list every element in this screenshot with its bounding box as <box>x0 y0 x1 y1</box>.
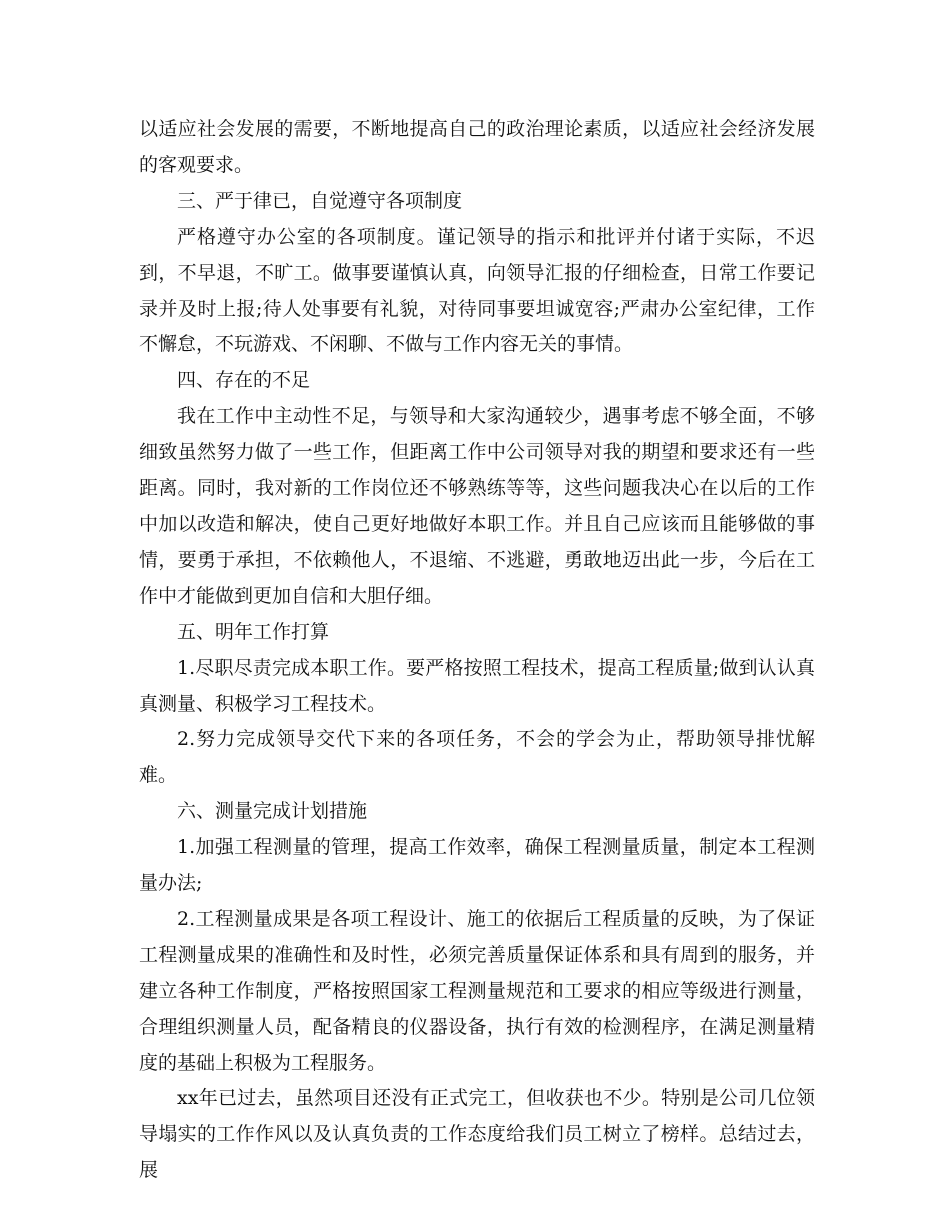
list-item-measure-1: 1.加强工程测量的管理，提高工作效率，确保工程测量质量，制定本工程测量办法; <box>139 836 815 895</box>
paragraph-summary: xx年已过去，虽然项目还没有正式完工，但收获也不少。特别是公司几位领导塌实的工作作风以及认真负责的工作态度给我们员工树立了榜样。总结过去，展 <box>139 1087 815 1182</box>
list-item-plan-2: 2.努力完成领导交代下来的各项任务，不会的学会为止，帮助领导排忧解难。 <box>139 728 815 787</box>
paragraph-shortcomings: 我在工作中主动性不足，与领导和大家沟通较少，遇事考虑不够全面，不够细致虽然努力做了一些工作，但距离工作中公司领导对我的期望和要求还有一些距离。同时，我对新的工作岗位还不够熟练等等，这些问题我决心在以后的工作中加以改造和解决，使自己更好地做好本职工作。并且自己应该而且能够做的事情，要勇于承担，不依赖他人，不退缩、不逃避，勇敢地迈出此一步，今后在工作中才能做到更加自信和大胆仔细。 <box>139 405 815 607</box>
list-item-measure-2: 2.工程测量成果是各项工程设计、施工的依据后工程质量的反映，为了保证工程测量成果的准确性和及时性，必须完善质量保证体系和具有周到的服务，并建立各种工作制度，严格按照国家工程测量规范和工要求的相应等级进行测量，合理组织测量人员，配备精良的仪器设备，执行有效的检测程序，在满足测量精度的基础上积极为工程服务。 <box>139 907 815 1074</box>
heading-section-4: 四、存在的不足 <box>177 369 311 392</box>
list-item-plan-1: 1.尽职尽责完成本职工作。要严格按照工程技术，提高工程质量;做到认认真真测量、积极学习工程技术。 <box>139 656 815 715</box>
paragraph-office-rules: 严格遵守办公室的各项制度。谨记领导的指示和批评并付诸于实际，不迟到，不早退，不旷工。做事要谨慎认真，向领导汇报的仔细检查，日常工作要记录并及时上报;待人处事要有礼貌，对待同事要坦诚宽容;严肃办公室纪律，工作不懈怠，不玩游戏、不闲聊、不做与工作内容无关的事情。 <box>139 225 815 356</box>
heading-section-5: 五、明年工作打算 <box>177 620 330 643</box>
heading-section-3: 三、严于律已，自觉遵守各项制度 <box>177 189 463 212</box>
body-text <box>139 112 815 1189</box>
paragraph-continuation: 以适应社会发展的需要，不断地提高自己的政治理论素质，以适应社会经济发展的客观要求。 <box>139 118 815 176</box>
heading-section-6: 六、测量完成计划措施 <box>177 800 368 823</box>
